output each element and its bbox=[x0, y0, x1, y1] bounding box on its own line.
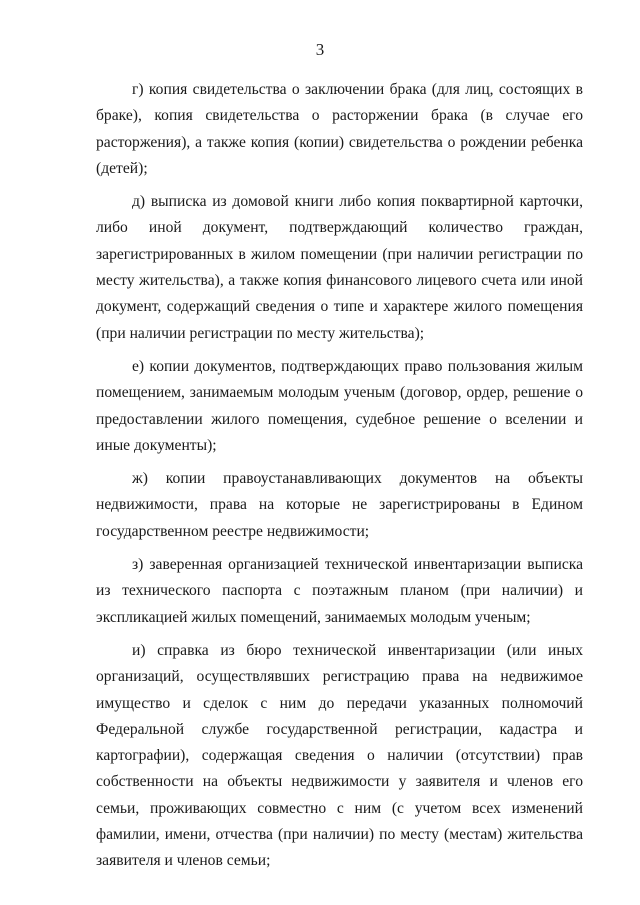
paragraph-e: е) копии документов, подтверждающих право пользования жилым помещением, занимаемым молодым ученым (договор, ордер, решение о предоставлении жилого помещения, судебное решение о вселении и иные документы); bbox=[96, 357, 583, 454]
paragraph-i: и) справка из бюро технической инвентаризации (или иных организаций, осуществлявших регистрацию права на недвижимое имущество и сделок с ним до передачи указанных полномочий Федеральной службе государственной регистрации, кадастра и картографии), содержащая сведения о наличии (отсутствии) прав собственности на объекты недвижимости у заявителя и членов его семьи, проживающих совместно с ним (с учетом всех изменений фамилии, имени, отчества (при наличии) по месту (местам) жительства заявителя и членов семьи; bbox=[96, 641, 583, 870]
paragraph-g: г) копия свидетельства о заключении брака (для лиц, состоящих в браке), копия свидетельства о расторжении брака (в случае его расторжения), а также копия (копии) свидетельства о рождении ребенка (детей); bbox=[96, 81, 583, 177]
paragraph-zh: ж) копии правоустанавливающих документов на объекты недвижимости, права на которые не зарегистрированы в Едином государственном реестре недвижимости; bbox=[96, 470, 583, 540]
document-body bbox=[96, 77, 583, 882]
page-number: 3 bbox=[315, 40, 325, 59]
paragraph-d: д) выписка из домовой книги либо копия поквартирной карточки, либо иной документ, подтверждающий количество граждан, зарегистрированных в жилом помещении (при наличии регистрации по месту жительства), а также копия финансового лицевого счета или иной документ, содержащий сведения о типе и характере жилого помещения (при наличии регистрации по месту жительства); bbox=[96, 193, 583, 342]
paragraph-z: з) заверенная организацией технической инвентаризации выписка из технического паспорта с поэтажным планом (при наличии) и экспликацией жилых помещений, занимаемых молодым ученым; bbox=[96, 556, 583, 626]
